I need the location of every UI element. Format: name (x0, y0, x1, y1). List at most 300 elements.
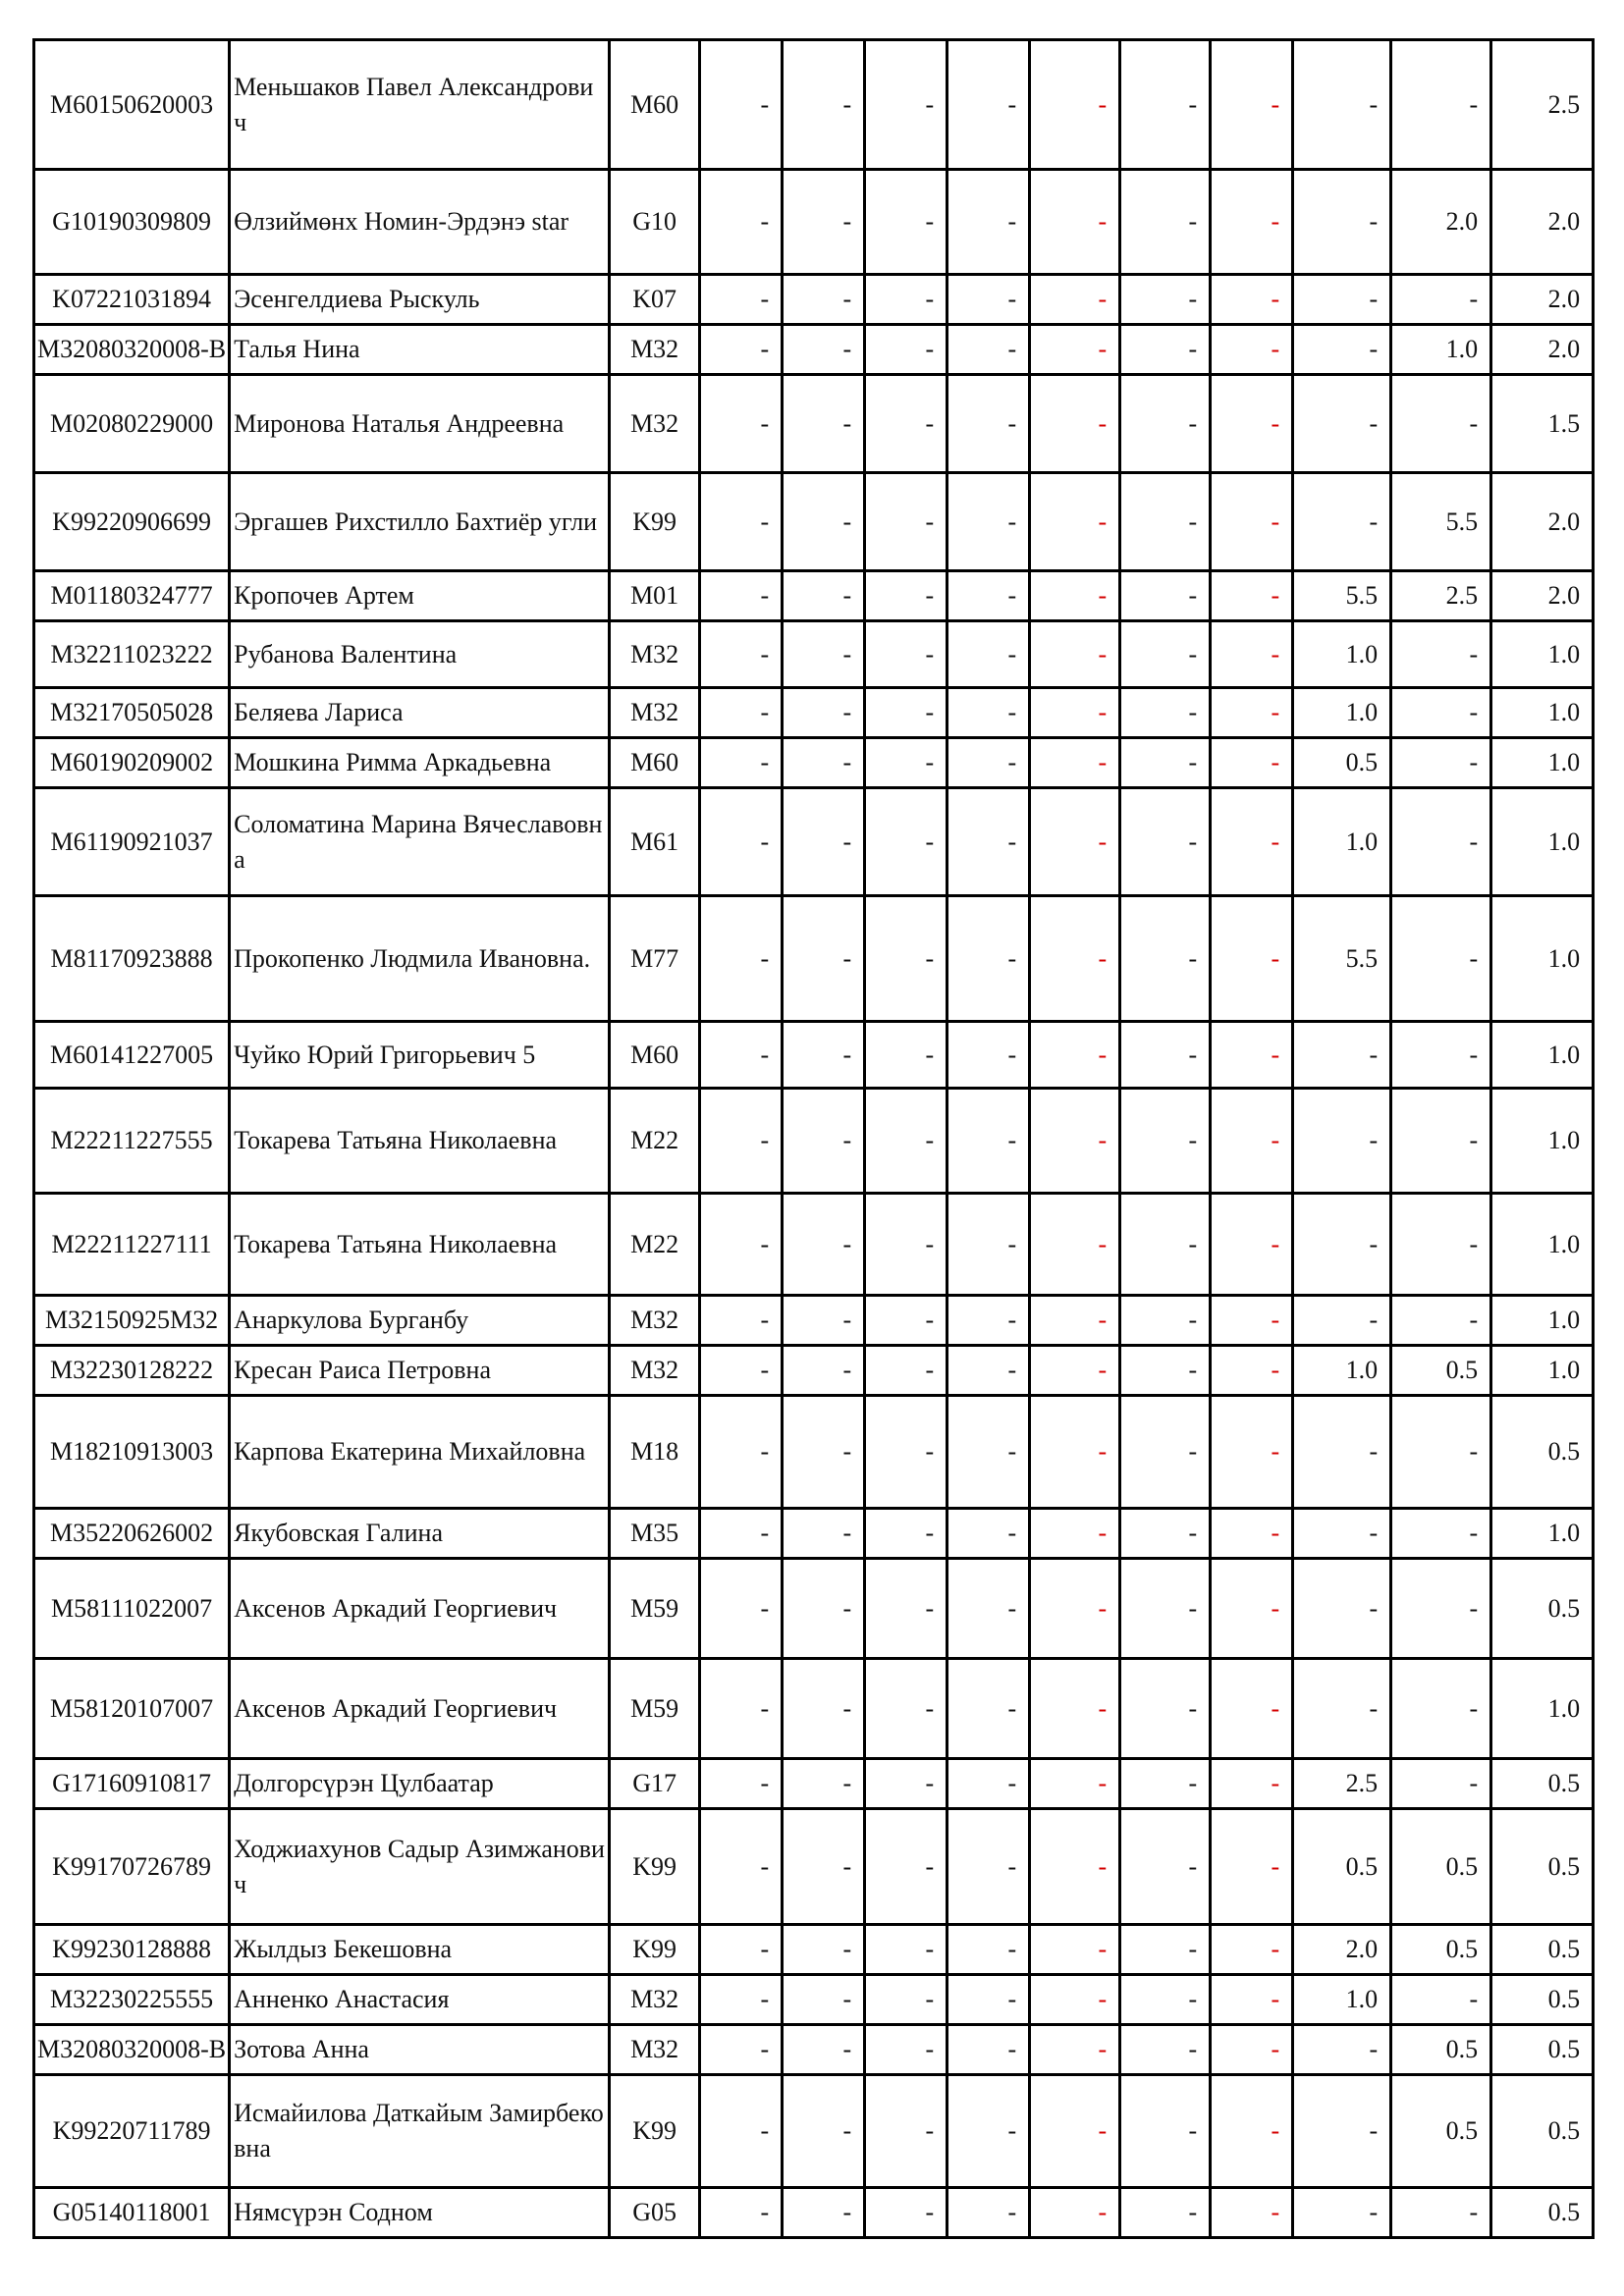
value-cell: - (783, 788, 865, 896)
table-row (34, 1759, 1594, 1809)
value-cell: - (783, 1659, 865, 1759)
value-cell: - (700, 621, 783, 688)
value-cell: 2.0 (1491, 170, 1594, 275)
value-cell: - (1293, 375, 1391, 473)
value-cell: - (1211, 571, 1293, 621)
value-cell: - (947, 1509, 1030, 1559)
group-code-cell: M32 (610, 688, 700, 738)
value-cell: - (1391, 621, 1491, 688)
value-cell: - (947, 2025, 1030, 2075)
group-code-cell: G05 (610, 2188, 700, 2238)
value-cell: - (700, 571, 783, 621)
value-cell: 1.0 (1491, 738, 1594, 788)
value-cell: - (700, 1396, 783, 1509)
group-code-cell: M60 (610, 40, 700, 170)
group-code-cell: M32 (610, 1975, 700, 2025)
value-cell: - (700, 1925, 783, 1975)
value-cell: 1.0 (1491, 621, 1594, 688)
value-cell: - (947, 325, 1030, 375)
value-cell: - (1391, 1089, 1491, 1194)
value-cell: - (700, 275, 783, 325)
value-cell: - (783, 1022, 865, 1089)
person-name-cell: Эсенгелдиева Рыскуль (230, 275, 610, 325)
value-cell: - (865, 896, 947, 1022)
value-cell: - (947, 621, 1030, 688)
value-cell: - (783, 2075, 865, 2188)
value-cell: - (1211, 2075, 1293, 2188)
group-code-cell: K99 (610, 2075, 700, 2188)
value-cell: - (1391, 1396, 1491, 1509)
value-cell: - (865, 2188, 947, 2238)
value-cell: - (1211, 1194, 1293, 1296)
value-cell: - (865, 1759, 947, 1809)
value-cell: - (1391, 1559, 1491, 1659)
value-cell: - (1211, 621, 1293, 688)
value-cell: - (1211, 738, 1293, 788)
group-code-cell: G10 (610, 170, 700, 275)
value-cell: - (947, 170, 1030, 275)
value-cell: - (1211, 1809, 1293, 1925)
record-id-cell: M32080320008-B (34, 2025, 230, 2075)
value-cell: - (783, 2188, 865, 2238)
value-cell: - (1391, 1975, 1491, 2025)
value-cell: 0.5 (1491, 1396, 1594, 1509)
value-cell: - (947, 1809, 1030, 1925)
value-cell: - (1293, 473, 1391, 571)
value-cell: - (865, 1346, 947, 1396)
group-code-cell: K99 (610, 473, 700, 571)
value-cell: 0.5 (1491, 2188, 1594, 2238)
value-cell: - (700, 325, 783, 375)
value-cell: - (1211, 1759, 1293, 1809)
value-cell: 1.0 (1293, 1975, 1391, 2025)
value-cell: - (1030, 275, 1120, 325)
value-cell: - (947, 788, 1030, 896)
value-cell: 2.0 (1391, 170, 1491, 275)
value-cell: 0.5 (1293, 738, 1391, 788)
value-cell: - (947, 2188, 1030, 2238)
value-cell: - (1120, 1396, 1211, 1509)
value-cell: - (865, 1809, 947, 1925)
value-cell: - (1293, 1089, 1391, 1194)
value-cell: - (1211, 1659, 1293, 1759)
value-cell: - (700, 2188, 783, 2238)
value-cell: - (700, 1509, 783, 1559)
value-cell: - (865, 2075, 947, 2188)
table-row (34, 738, 1594, 788)
results-table (32, 38, 1595, 2239)
value-cell: 2.0 (1491, 571, 1594, 621)
group-code-cell: M35 (610, 1509, 700, 1559)
value-cell: 1.0 (1391, 325, 1491, 375)
table-row (34, 571, 1594, 621)
value-cell: - (865, 1559, 947, 1659)
group-code-cell: M60 (610, 1022, 700, 1089)
group-code-cell: K07 (610, 275, 700, 325)
table-row (34, 1509, 1594, 1559)
value-cell: - (947, 1194, 1030, 1296)
value-cell: - (1030, 1396, 1120, 1509)
value-cell: - (947, 1925, 1030, 1975)
group-code-cell: M59 (610, 1659, 700, 1759)
value-cell: - (783, 1346, 865, 1396)
value-cell: - (700, 1559, 783, 1659)
value-cell: 0.5 (1391, 2025, 1491, 2075)
group-code-cell: M18 (610, 1396, 700, 1509)
value-cell: - (1030, 1559, 1120, 1659)
value-cell: 0.5 (1491, 1559, 1594, 1659)
value-cell: - (1120, 2075, 1211, 2188)
value-cell: - (1030, 1346, 1120, 1396)
value-cell: - (783, 1559, 865, 1659)
value-cell: - (1030, 2075, 1120, 2188)
value-cell: - (947, 1089, 1030, 1194)
value-cell: - (783, 1759, 865, 1809)
value-cell: - (1030, 1975, 1120, 2025)
value-cell: - (1030, 2025, 1120, 2075)
table-row (34, 1194, 1594, 1296)
person-name-cell: Токарева Татьяна Николаевна (230, 1089, 610, 1194)
value-cell: - (947, 1975, 1030, 2025)
value-cell: - (947, 571, 1030, 621)
value-cell: - (947, 738, 1030, 788)
record-id-cell: M18210913003 (34, 1396, 230, 1509)
value-cell: - (783, 1089, 865, 1194)
value-cell: - (1391, 896, 1491, 1022)
person-name-cell: Прокопенко Людмила Ивановна. (230, 896, 610, 1022)
value-cell: - (1030, 688, 1120, 738)
value-cell: - (1030, 473, 1120, 571)
table-row (34, 2075, 1594, 2188)
group-code-cell: M32 (610, 325, 700, 375)
value-cell: - (1391, 1296, 1491, 1346)
value-cell: 0.5 (1391, 2075, 1491, 2188)
value-cell: 1.5 (1491, 375, 1594, 473)
value-cell: - (1211, 1975, 1293, 2025)
person-name-cell: Аксенов Аркадий Георгиевич (230, 1659, 610, 1759)
value-cell: - (865, 40, 947, 170)
value-cell: - (1030, 1022, 1120, 1089)
value-cell: - (1120, 325, 1211, 375)
value-cell: - (1120, 1194, 1211, 1296)
value-cell: - (865, 1659, 947, 1759)
value-cell: - (947, 2075, 1030, 2188)
table-row (34, 1296, 1594, 1346)
value-cell: - (1211, 1559, 1293, 1659)
value-cell: - (1211, 40, 1293, 170)
value-cell: - (1120, 788, 1211, 896)
value-cell: 1.0 (1491, 1089, 1594, 1194)
table-row (34, 1559, 1594, 1659)
value-cell: - (783, 1975, 865, 2025)
value-cell: - (1120, 621, 1211, 688)
value-cell: - (700, 1759, 783, 1809)
value-cell: 2.0 (1293, 1925, 1391, 1975)
value-cell: - (865, 788, 947, 896)
value-cell: - (1211, 896, 1293, 1022)
value-cell: - (1293, 275, 1391, 325)
value-cell: 0.5 (1491, 1925, 1594, 1975)
value-cell: - (783, 896, 865, 1022)
person-name-cell: Жылдыз Бекешовна (230, 1925, 610, 1975)
value-cell: - (1120, 1559, 1211, 1659)
value-cell: - (1030, 1509, 1120, 1559)
value-cell: - (700, 1809, 783, 1925)
value-cell: - (700, 1296, 783, 1346)
value-cell: - (783, 1509, 865, 1559)
value-cell: - (1211, 2188, 1293, 2238)
person-name-cell: Долгорсүрэн Цулбаатар (230, 1759, 610, 1809)
value-cell: - (1030, 571, 1120, 621)
value-cell: - (1030, 170, 1120, 275)
value-cell: 0.5 (1491, 2025, 1594, 2075)
person-name-cell: Кресан Раиса Петровна (230, 1346, 610, 1396)
value-cell: - (783, 40, 865, 170)
value-cell: - (1120, 738, 1211, 788)
person-name-cell: Карпова Екатерина Михайловна (230, 1396, 610, 1509)
value-cell: - (1030, 1809, 1120, 1925)
results-table-body (34, 40, 1594, 2238)
value-cell: - (1120, 1975, 1211, 2025)
value-cell: - (1211, 1346, 1293, 1396)
value-cell: - (783, 375, 865, 473)
record-id-cell: M32080320008-B (34, 325, 230, 375)
value-cell: - (947, 375, 1030, 473)
value-cell: - (865, 473, 947, 571)
value-cell: - (1120, 1509, 1211, 1559)
value-cell: - (947, 40, 1030, 170)
record-id-cell: K99170726789 (34, 1809, 230, 1925)
value-cell: - (1293, 1659, 1391, 1759)
record-id-cell: K99220711789 (34, 2075, 230, 2188)
value-cell: - (783, 571, 865, 621)
value-cell: - (783, 1194, 865, 1296)
record-id-cell: M22211227555 (34, 1089, 230, 1194)
value-cell: - (1293, 1022, 1391, 1089)
group-code-cell: M32 (610, 375, 700, 473)
record-id-cell: M61190921037 (34, 788, 230, 896)
group-code-cell: M32 (610, 2025, 700, 2075)
group-code-cell: M32 (610, 1296, 700, 1346)
value-cell: - (700, 1194, 783, 1296)
value-cell: - (1030, 1089, 1120, 1194)
value-cell: - (1293, 40, 1391, 170)
value-cell: - (1293, 1296, 1391, 1346)
value-cell: - (865, 325, 947, 375)
value-cell: - (1030, 325, 1120, 375)
value-cell: 2.5 (1293, 1759, 1391, 1809)
person-name-cell: Беляева Лариса (230, 688, 610, 738)
table-row (34, 788, 1594, 896)
value-cell: - (947, 1296, 1030, 1346)
value-cell: 1.0 (1491, 1296, 1594, 1346)
table-row (34, 1809, 1594, 1925)
value-cell: 1.0 (1491, 896, 1594, 1022)
value-cell: - (1120, 1659, 1211, 1759)
person-name-cell: Анаркулова Бурганбу (230, 1296, 610, 1346)
person-name-cell: Рубанова Валентина (230, 621, 610, 688)
person-name-cell: Миронова Наталья Андреевна (230, 375, 610, 473)
value-cell: - (1211, 375, 1293, 473)
value-cell: - (1120, 473, 1211, 571)
value-cell: - (700, 473, 783, 571)
value-cell: 1.0 (1293, 1346, 1391, 1396)
value-cell: - (1391, 688, 1491, 738)
value-cell: - (865, 688, 947, 738)
value-cell: - (865, 1509, 947, 1559)
value-cell: - (783, 738, 865, 788)
value-cell: - (947, 688, 1030, 738)
value-cell: 1.0 (1491, 1346, 1594, 1396)
record-id-cell: M02080229000 (34, 375, 230, 473)
value-cell: - (1293, 1559, 1391, 1659)
value-cell: - (1120, 688, 1211, 738)
value-cell: - (783, 1925, 865, 1975)
person-name-cell: Якубовская Галина (230, 1509, 610, 1559)
value-cell: - (865, 571, 947, 621)
value-cell: - (700, 1975, 783, 2025)
value-cell: - (1211, 1925, 1293, 1975)
value-cell: - (1120, 1346, 1211, 1396)
person-name-cell: Токарева Татьяна Николаевна (230, 1194, 610, 1296)
table-row (34, 2188, 1594, 2238)
value-cell: 2.0 (1491, 473, 1594, 571)
value-cell: 1.0 (1491, 788, 1594, 896)
value-cell: 1.0 (1293, 621, 1391, 688)
value-cell: - (947, 275, 1030, 325)
record-id-cell: M58111022007 (34, 1559, 230, 1659)
value-cell: - (1120, 896, 1211, 1022)
value-cell: - (700, 788, 783, 896)
value-cell: - (783, 170, 865, 275)
value-cell: - (1293, 325, 1391, 375)
value-cell: - (1211, 275, 1293, 325)
value-cell: - (783, 2025, 865, 2075)
value-cell: - (1030, 1659, 1120, 1759)
value-cell: - (865, 275, 947, 325)
value-cell: - (1211, 788, 1293, 896)
group-code-cell: K99 (610, 1809, 700, 1925)
value-cell: - (865, 1975, 947, 2025)
value-cell: - (783, 325, 865, 375)
value-cell: - (1030, 896, 1120, 1022)
value-cell: - (1030, 1194, 1120, 1296)
value-cell: - (1391, 788, 1491, 896)
value-cell: - (1211, 170, 1293, 275)
value-cell: - (1211, 325, 1293, 375)
value-cell: - (783, 275, 865, 325)
value-cell: - (947, 1659, 1030, 1759)
value-cell: - (1211, 473, 1293, 571)
table-row (34, 688, 1594, 738)
value-cell: - (1293, 1509, 1391, 1559)
value-cell: - (1211, 1509, 1293, 1559)
value-cell: - (1391, 375, 1491, 473)
record-id-cell: M32170505028 (34, 688, 230, 738)
value-cell: - (947, 896, 1030, 1022)
value-cell: - (947, 1559, 1030, 1659)
value-cell: - (783, 621, 865, 688)
group-code-cell: M60 (610, 738, 700, 788)
value-cell: - (865, 1194, 947, 1296)
person-name-cell: Зотова Анна (230, 2025, 610, 2075)
value-cell: - (865, 621, 947, 688)
record-id-cell: M35220626002 (34, 1509, 230, 1559)
value-cell: - (1391, 40, 1491, 170)
record-id-cell: M32211023222 (34, 621, 230, 688)
value-cell: - (1293, 2025, 1391, 2075)
value-cell: - (700, 1659, 783, 1759)
value-cell: - (700, 170, 783, 275)
value-cell: - (1391, 275, 1491, 325)
value-cell: - (1120, 1809, 1211, 1925)
value-cell: - (865, 2025, 947, 2075)
table-row (34, 896, 1594, 1022)
value-cell: - (1293, 2075, 1391, 2188)
results-sheet (32, 38, 1595, 2239)
value-cell: - (1391, 2188, 1491, 2238)
value-cell: 1.0 (1293, 688, 1391, 738)
table-row (34, 275, 1594, 325)
record-id-cell: M58120107007 (34, 1659, 230, 1759)
value-cell: - (700, 2075, 783, 2188)
value-cell: - (865, 1925, 947, 1975)
value-cell: 0.5 (1391, 1809, 1491, 1925)
person-name-cell: Анненко Анастасия (230, 1975, 610, 2025)
person-name-cell: Эргашев Рихстилло Бахтиёр угли (230, 473, 610, 571)
table-row (34, 1975, 1594, 2025)
value-cell: - (1030, 1296, 1120, 1346)
value-cell: 1.0 (1491, 1022, 1594, 1089)
group-code-cell: K99 (610, 1925, 700, 1975)
record-id-cell: M32230128222 (34, 1346, 230, 1396)
record-id-cell: G05140118001 (34, 2188, 230, 2238)
value-cell: - (1211, 1022, 1293, 1089)
record-id-cell: M01180324777 (34, 571, 230, 621)
value-cell: - (1391, 1659, 1491, 1759)
value-cell: - (700, 738, 783, 788)
value-cell: 0.5 (1491, 1975, 1594, 2025)
value-cell: - (783, 1296, 865, 1346)
record-id-cell: M81170923888 (34, 896, 230, 1022)
value-cell: - (1293, 170, 1391, 275)
record-id-cell: M60190209002 (34, 738, 230, 788)
person-name-cell: Чуйко Юрий Григорьевич 5 (230, 1022, 610, 1089)
value-cell: - (947, 1346, 1030, 1396)
value-cell: - (700, 896, 783, 1022)
value-cell: 5.5 (1293, 896, 1391, 1022)
value-cell: - (1120, 375, 1211, 473)
value-cell: - (700, 1346, 783, 1396)
person-name-cell: Талья Нина (230, 325, 610, 375)
person-name-cell: Өлзиймөнх Номин-Эрдэнэ star (230, 170, 610, 275)
record-id-cell: M32150925M32 (34, 1296, 230, 1346)
value-cell: - (1030, 40, 1120, 170)
record-id-cell: K07221031894 (34, 275, 230, 325)
table-row (34, 1346, 1594, 1396)
value-cell: - (947, 473, 1030, 571)
value-cell: - (865, 1089, 947, 1194)
value-cell: - (1391, 1509, 1491, 1559)
person-name-cell: Ходжиахунов Садыр Азимжанович (230, 1809, 610, 1925)
table-row (34, 2025, 1594, 2075)
value-cell: - (1120, 2188, 1211, 2238)
value-cell: - (1293, 1194, 1391, 1296)
value-cell: - (1030, 375, 1120, 473)
table-row (34, 1659, 1594, 1759)
value-cell: - (700, 40, 783, 170)
value-cell: - (1211, 1396, 1293, 1509)
